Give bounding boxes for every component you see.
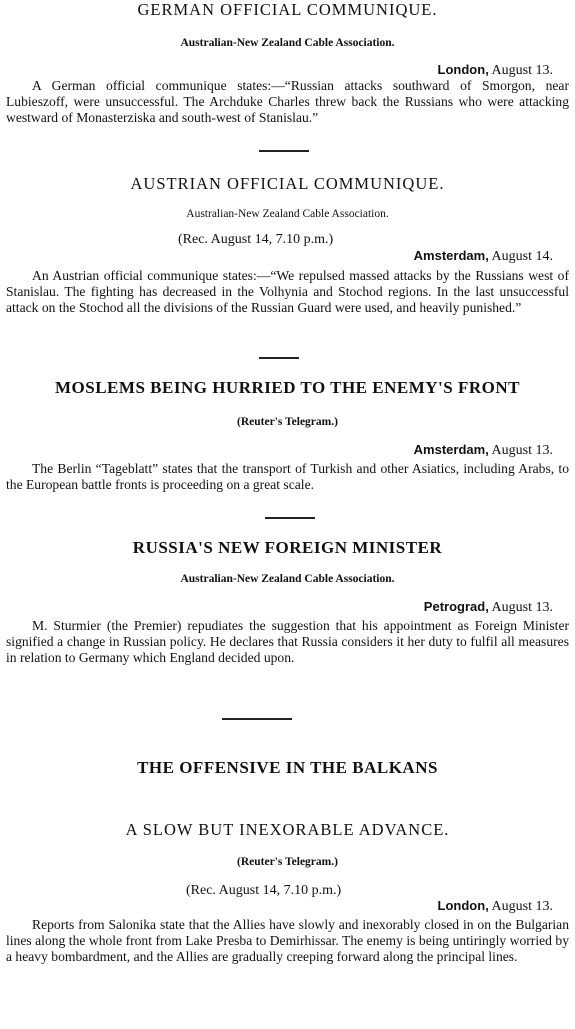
article-divider [265, 517, 315, 519]
article-3-body: The Berlin “Tageblatt” states that the transport of Turkish and other Asiatics, including Arabs, to the European battle fronts is proceeding on a great scale. [6, 461, 569, 492]
article-5-received: (Rec. August 14, 7.10 p.m.) [186, 883, 342, 898]
article-4-place: Petrograd, [423, 599, 489, 614]
article-2-received: (Rec. August 14, 7.10 p.m.) [178, 232, 334, 247]
article-divider [259, 357, 299, 359]
article-1-date: August 13. [491, 63, 553, 78]
article-4-body: M. Sturmier (the Premier) repudiates the suggestion that his appointment as Foreign Minister signified a change in Russian policy. He declares that Russia considers it her duty to fulfil all measures in relation to Germany which England decided upon. [6, 618, 569, 665]
article-5-dateline [0, 898, 575, 915]
article-5-subheadline: A SLOW BUT INEXORABLE ADVANCE. [125, 820, 450, 839]
article-1-place: London, [437, 62, 489, 77]
article-4-dateline [0, 599, 575, 616]
article-2-body: An Austrian official communique states:—“We repulsed massed attacks by the Russians west of Stanislau. The fighting has decreased in the Volhynia and Stochod regions. In the last unsuccessful attack on the Stochod all the divisions of the Russian Guard were used, and heavily punished.” [6, 268, 569, 315]
article-4-date: August 13. [491, 600, 553, 615]
article-3-source: (Reuter's Telegram.) [237, 416, 338, 428]
article-1-dateline [0, 62, 575, 79]
article-1-source: Australian-New Zealand Cable Association. [180, 37, 395, 49]
article-5-place: London, [437, 898, 489, 913]
article-3-date: August 13. [491, 443, 553, 458]
article-4-headline: RUSSIA'S NEW FOREIGN MINISTER [132, 538, 443, 557]
article-1-body: A German official communique states:—“Russian attacks southward of Smorgon, near Lubieszoff, were unsuccessful. The Archduke Charles threw back the Russians who were attacking westward of Monasterziska and south-west of Stanislau.” [6, 78, 569, 125]
article-3-headline: MOSLEMS BEING HURRIED TO THE ENEMY'S FRONT [55, 378, 520, 397]
article-2-source: Australian-New Zealand Cable Association. [186, 208, 389, 220]
article-2-headline: AUSTRIAN OFFICIAL COMMUNIQUE. [130, 174, 445, 193]
article-5-source: (Reuter's Telegram.) [237, 856, 338, 868]
article-divider [222, 718, 292, 720]
article-divider [259, 150, 309, 152]
article-3-place: Amsterdam, [413, 442, 489, 457]
article-2-date: August 14. [491, 249, 553, 264]
article-3-dateline [0, 442, 575, 459]
article-1-headline: GERMAN OFFICIAL COMMUNIQUE. [137, 0, 438, 19]
article-4-source: Australian-New Zealand Cable Association. [180, 573, 395, 585]
article-5-headline: THE OFFENSIVE IN THE BALKANS [137, 758, 438, 777]
article-5-body: Reports from Salonika state that the Allies have slowly and inexorably closed in on the Bulgarian lines along the whole front from Lake Presba to Demirhissar. The enemy is being untiringly worried by a heavy bombardment, and the Allies are gradually creeping forward along the principal lines. [6, 917, 569, 964]
article-2-place: Amsterdam, [413, 248, 489, 263]
article-2-dateline [0, 248, 575, 265]
article-5-date: August 13. [491, 899, 553, 914]
